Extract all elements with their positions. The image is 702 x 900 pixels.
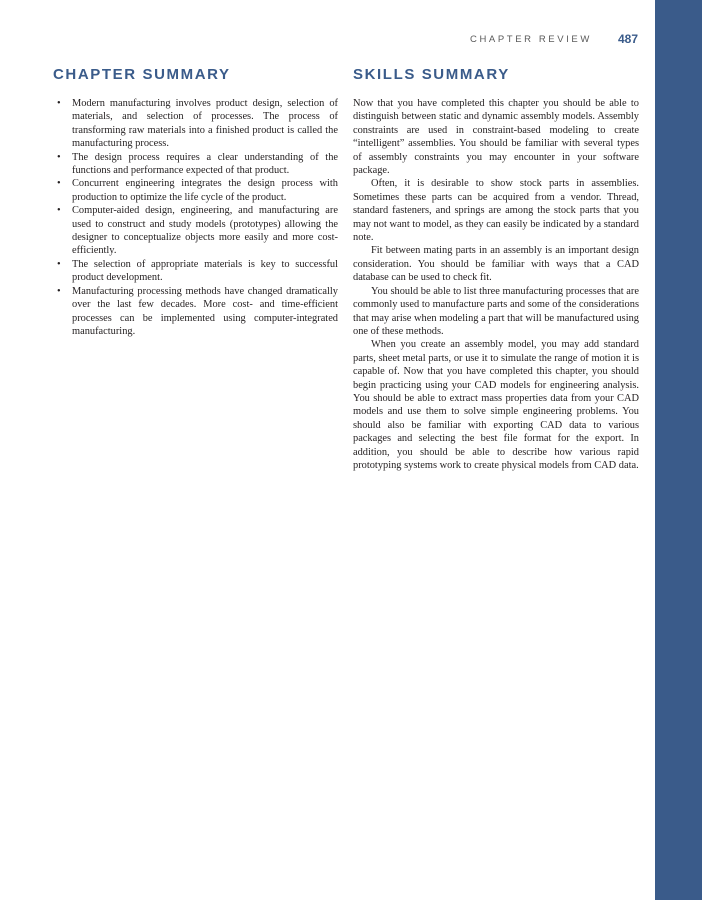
chapter-summary-section (53, 66, 338, 338)
bullet-dot: • (57, 178, 61, 190)
skills-paragraph: You should be able to list three manufacturing processes that are commonly used to manufacture parts and some of the considerations that may arise when modeling a part that will be manufactured using one of these methods. (353, 285, 639, 337)
bullet-dot: • (57, 98, 61, 109)
bullet-dot: • (57, 258, 61, 270)
summary-bullet-text: Computer-aided design, engineering, and manufacturing are used to construct and study models (prototypes) allowing the designer to conceptualize objects more easily and more cost-efficiently. (72, 205, 338, 257)
skills-paragraph: Often, it is desirable to show stock parts in assemblies. Sometimes these parts can be acquired from a vendor. Thread, standard fasteners, and springs are among the stock parts that you may not want to model, as they can easily be indicated by a standard note. (353, 178, 639, 244)
running-head-label: CHAPTER REVIEW (470, 34, 592, 45)
summary-bullet-item (53, 97, 338, 151)
summary-bullet-text: Manufacturing processing methods have changed dramatically over the last few decades. More cost- and time-efficient processes can be implemented using computer-integrated manufacturing. (72, 285, 338, 337)
bullet-dot: • (57, 205, 61, 217)
chapter-summary-list (53, 97, 338, 338)
skills-summary-section (353, 66, 639, 472)
summary-bullet-text: Concurrent engineering integrates the design process with production to optimize the life cycle of the product. (72, 178, 338, 203)
bullet-dot: • (57, 151, 61, 163)
summary-bullet-item (53, 258, 338, 285)
skills-paragraph: Fit between mating parts in an assembly is an important design consideration. You should be familiar with ways that a CAD database can be used to check fit. (353, 245, 639, 284)
skills-summary-heading: SKILLS SUMMARY (353, 66, 510, 83)
summary-bullet-item (53, 204, 338, 258)
summary-bullet-item (53, 285, 338, 339)
summary-bullet-text: Modern manufacturing involves product design, selection of materials, and selection of processes. The process of transforming raw materials into a finished product is called the manufacturing process. (72, 98, 338, 150)
chapter-summary-heading: CHAPTER SUMMARY (53, 66, 231, 83)
page-number: 487 (617, 32, 638, 46)
running-head (470, 33, 638, 49)
skills-paragraph: Now that you have completed this chapter you should be able to distinguish between static and dynamic assembly models. Assembly constraints are used in constraint-based modeling to create “intelligent” assemblies. You should be familiar with several types of assembly constraints you may encounter in your software package. (353, 98, 639, 177)
bullet-dot: • (57, 285, 61, 297)
summary-bullet-item (53, 151, 338, 178)
summary-bullet-text: The selection of appropriate materials is key to successful product development. (72, 258, 338, 284)
summary-bullet-item (53, 177, 338, 204)
summary-bullet-text: The design process requires a clear understanding of the functions and performance expected of that product. (72, 151, 338, 177)
chapter-side-tab (655, 0, 702, 900)
skills-paragraph: When you create an assembly model, you may add standard parts, sheet metal parts, or use it to simulate the range of motion it is capable of. Now that you have completed this chapter, you should begin practicing using your CAD models for engineering analysis. You should be able to extract mass properties data from your CAD models and use them to solve simple engineering problems. You should also be familiar with exporting CAD data to various packages and selecting the best file format for the export. In addition, you should be able to describe how various rapid prototyping systems work to create physical models from CAD data. (353, 339, 639, 471)
